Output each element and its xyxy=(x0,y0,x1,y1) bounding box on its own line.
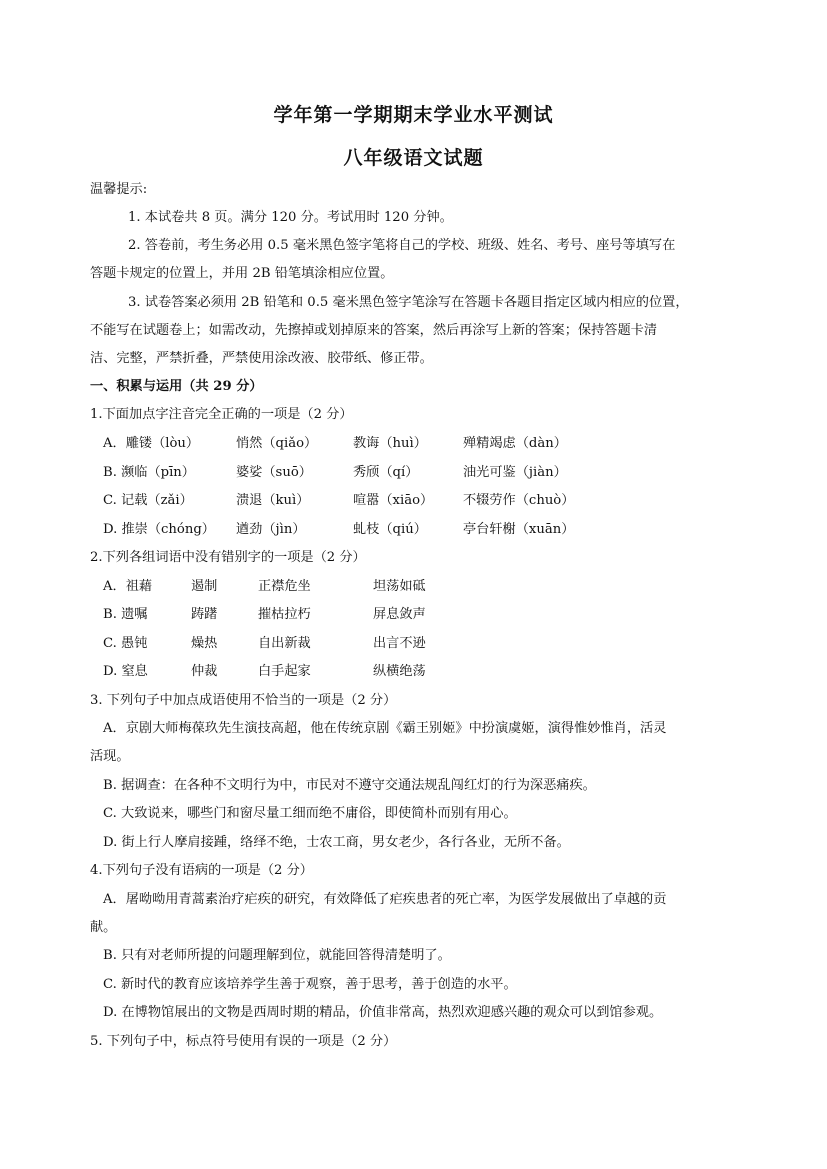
question-1-option-a xyxy=(103,434,743,454)
notice-label: 温馨提示: xyxy=(90,182,148,197)
option-term: 白手起家 xyxy=(258,664,311,679)
question-2-stem: 2.下列各组词语中没有错别字的一项是（2 分） xyxy=(90,550,366,565)
option-term: 不辍劳作（chuò） xyxy=(463,493,575,508)
notice-item-3-line-2: 不能写在试题卷上；如需改动，先擦掉或划掉原来的答案，然后再涂写上新的答案；保持答题卡清 xyxy=(90,323,658,338)
option-term: 喧嚣（xiāo） xyxy=(353,493,434,508)
option-term: 遏制 xyxy=(191,579,218,594)
question-3-stem: 3. 下列句子中加点成语使用不恰当的一项是（2 分） xyxy=(90,693,397,708)
option-term: 纵横绝荡 xyxy=(373,664,426,679)
option-term: 秀颀（qí） xyxy=(353,465,419,480)
question-3-option-a-line-2: 活现。 xyxy=(90,749,130,764)
question-3-option-c: C. 大致说来，哪些门和窗尽量工细而绝不庸俗，即使简朴而别有用心。 xyxy=(103,806,517,821)
question-2-option-d xyxy=(103,662,743,682)
question-2-option-a xyxy=(103,577,743,597)
question-2-option-c xyxy=(103,634,743,654)
notice-item-3-line-3: 洁、完整，严禁折叠，严禁使用涂改液、胶带纸、修正带。 xyxy=(90,351,433,366)
question-3-option-a-line-1: A．京剧大师梅葆玖先生演技高超，他在传统京剧《霸王别姬》中扮演虞姬，演得惟妙惟肖，活灵 xyxy=(103,721,667,736)
option-term: C. 记载（zǎi） xyxy=(103,493,193,508)
notice-item-2-line-1: 2. 答卷前，考生务必用 0.5 毫米黑色签字笔将自己的学校、班级、姓名、考号、座号等填写在 xyxy=(128,238,676,253)
option-term: 燥热 xyxy=(191,636,218,651)
question-4-stem: 4.下列句子没有语病的一项是（2 分） xyxy=(90,863,313,878)
option-term: A．祖藉 xyxy=(103,579,153,594)
option-term: 教诲（huì） xyxy=(353,436,427,451)
option-term: B. 濒临（pīn） xyxy=(103,465,195,480)
option-term: 出言不逊 xyxy=(373,636,426,651)
notice-item-1: 1. 本试卷共 8 页。满分 120 分。考试用时 120 分钟。 xyxy=(128,210,453,225)
option-term: 亭台轩榭（xuān） xyxy=(463,522,575,537)
question-1-option-d xyxy=(103,520,743,540)
option-term: 踌躇 xyxy=(191,607,218,622)
notice-item-2-line-2: 答题卡规定的位置上，并用 2B 铅笔填涂相应位置。 xyxy=(90,266,394,281)
option-term: 悄然（qiǎo） xyxy=(236,436,318,451)
option-term: 殚精竭虑（dàn） xyxy=(463,436,567,451)
question-4-option-b: B. 只有对老师所提的问题理解到位，就能回答得清楚明了。 xyxy=(103,948,451,963)
notice-item-3-line-1: 3. 试卷答案必须用 2B 铅笔和 0.5 毫米黑色签字笔涂写在答题卡各题目指定区域内相应的位置， xyxy=(128,295,689,310)
question-3-option-b: B. 据调查：在各种不文明行为中，市民对不遵守交通法规乱闯红灯的行为深恶痛疾。 xyxy=(103,778,596,793)
question-1-option-b xyxy=(103,463,743,483)
option-term: 婆娑（suō） xyxy=(236,465,312,480)
question-4-option-c: C. 新时代的教育应该培养学生善于观察，善于思考，善于创造的水平。 xyxy=(103,977,517,992)
option-term: D. 窒息 xyxy=(103,664,148,679)
option-term: 屏息敛声 xyxy=(373,607,426,622)
option-term: 仲裁 xyxy=(191,664,218,679)
question-4-option-d: D. 在博物馆展出的文物是西周时期的精品，价值非常高，热烈欢迎感兴趣的观众可以到馆参观。 xyxy=(103,1005,663,1020)
option-term: 溃退（kuì） xyxy=(236,493,310,508)
option-term: 自出新裁 xyxy=(258,636,311,651)
question-2-option-b xyxy=(103,605,743,625)
question-1-stem: 1.下面加点字注音完全正确的一项是（2 分） xyxy=(90,407,353,422)
question-4-option-a-line-1: A．屠呦呦用青蒿素治疗疟疾的研究，有效降低了疟疾患者的死亡率，为医学发展做出了卓越的贡 xyxy=(103,892,667,907)
question-5-stem: 5. 下列句子中，标点符号使用有误的一项是（2 分） xyxy=(90,1034,397,1049)
option-term: B. 遗嘱 xyxy=(103,607,148,622)
option-term: 油光可鉴（jiàn） xyxy=(463,465,567,480)
option-term: D. 推崇（chóng） xyxy=(103,522,215,537)
exam-title: 学年第一学期期末学业水平测试 xyxy=(273,104,554,126)
question-1-option-c xyxy=(103,491,743,511)
option-term: 正襟危坐 xyxy=(258,579,311,594)
option-term: C. 愚钝 xyxy=(103,636,148,651)
question-3-option-d: D. 街上行人摩肩接踵，络绎不绝，士农工商，男女老少，各行各业，无所不备。 xyxy=(103,835,570,850)
option-term: 遒劲（jìn） xyxy=(236,522,306,537)
option-term: 摧枯拉朽 xyxy=(258,607,311,622)
question-4-option-a-line-2: 献。 xyxy=(90,920,117,935)
option-term: A．雕镂（lòu） xyxy=(103,436,200,451)
section-heading: 一、积累与运用（共 29 分） xyxy=(90,379,263,394)
option-term: 坦荡如砥 xyxy=(373,579,426,594)
exam-subtitle: 八年级语文试题 xyxy=(343,147,484,169)
option-term: 虬枝（qiú） xyxy=(353,522,427,537)
